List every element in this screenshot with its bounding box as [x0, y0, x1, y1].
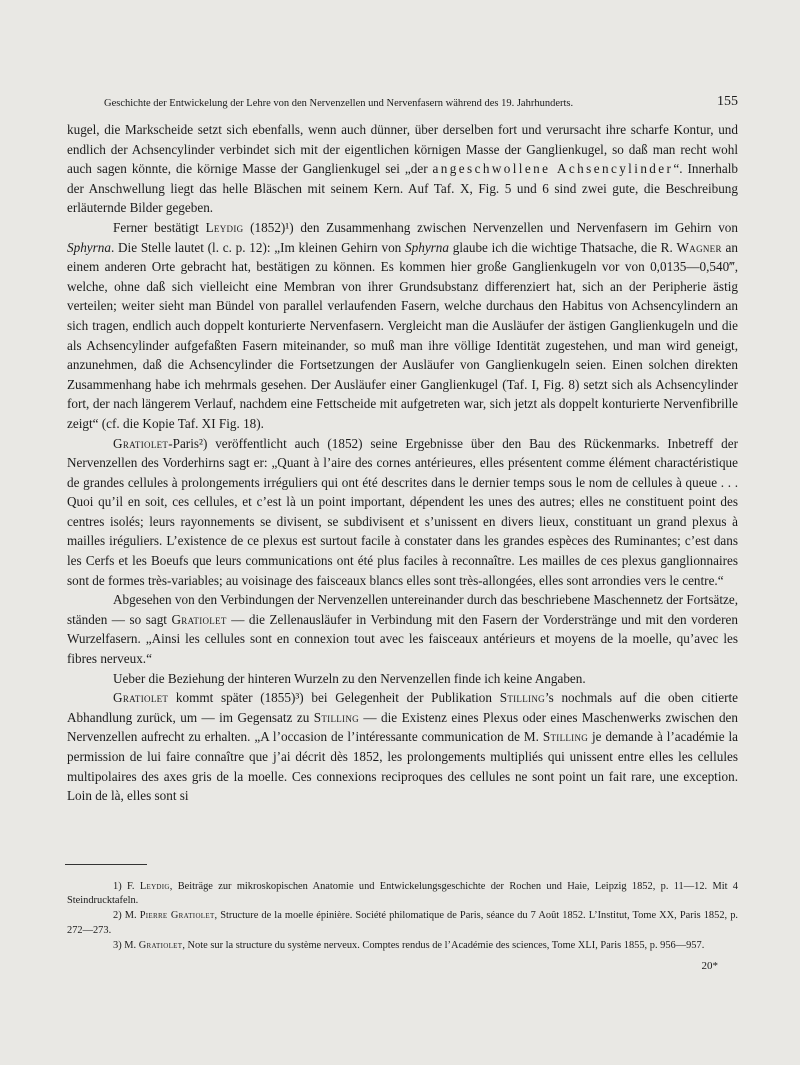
footnote-rule	[65, 864, 147, 865]
author-name: Wagner	[676, 239, 722, 255]
text-run: , Beiträge zur mikroskopischen Anatomie und Entwickelungsgeschichte der Rochen und Haie, Leipzig 1852, p. 11—12. Mit 4 Steindrucktafeln.	[67, 881, 738, 907]
spaced-emphasis: angeschwollene Achsencylinder	[432, 161, 674, 177]
author-name: Gratiolet	[113, 435, 169, 451]
author-name: Gratiolet	[171, 611, 227, 627]
author-name: Stilling	[499, 690, 545, 706]
paragraph-3	[67, 434, 738, 591]
running-title: Geschichte der Entwickelung der Lehre von den Nervenzellen und Nervenfasern während des 19. Jahrhunderts.	[104, 98, 574, 109]
text-run: “. Innerhalb der Anschwellung liegt das helle Bläschen mit seinem Kern. Auf Taf. X, Fig. 5 und 6 sind zwei gute, die Beschreibung erläuternde Bilder gegeben.	[67, 161, 738, 216]
text-run: ’s nochmals auf die oben citierte Abhandlung zurück, um — im Gegensatz zu	[67, 690, 738, 725]
author-name: Stilling	[542, 729, 589, 745]
text-run: . Die Stelle lautet (l. c. p. 12): „Im kleinen Gehirn von	[110, 239, 406, 255]
author-name: Leydig	[205, 219, 244, 235]
author-name: Leydig	[139, 881, 170, 892]
main-text	[67, 120, 738, 806]
text-run: — die Existenz eines Plexus oder eines Maschenwerks zwischen den Nervenzellen aufrecht zu erhalten. „A l’occasion de l’intéressante communication de M.	[67, 709, 738, 745]
footnote-1	[67, 880, 738, 908]
author-name: Gratiolet	[138, 939, 183, 951]
genus-name: Sphyrna	[405, 239, 449, 255]
page-number: 155	[717, 94, 738, 109]
paragraph-6	[67, 688, 738, 806]
text-run: Abgesehen von den Verbindungen der Nervenzellen untereinander durch das beschriebene Maschennetz der Fortsätze, ständen — so sagt	[67, 592, 738, 627]
author-name: Pierre Gratiolet	[139, 910, 215, 922]
text-run: — die Zellenausläufer in Verbindung mit den Fasern der Vorderstränge und mit den vorderen Wurzelfasern. „Ainsi les cellules sont en connexion tout avec les faisceaux antérieurs et moyens de la moelle, qu’avec les fibres nerveux.“	[67, 611, 738, 667]
text-run: 2) M.	[113, 910, 140, 922]
text-run: Ferner bestätigt	[113, 219, 206, 235]
footnote-3	[67, 939, 738, 953]
paragraph-1	[67, 120, 738, 218]
text-run: kugel, die Markscheide setzt sich ebenfalls, wenn auch dünner, über derselben fort und verursacht ihre scharfe Kontur, und endlich der Achsencylinder verbindet sich mit der eigentlichen körnigen Masse der Ganglienkugel, so daß man recht wohl auch sagen könnte, die körnige Masse der Ganglienkugel sei „der	[67, 122, 738, 177]
paragraph-5: Ueber die Beziehung der hinteren Wurzeln zu den Nervenzellen finde ich keine Angaben.	[113, 670, 586, 686]
text-run: , Structure de la moelle épinière. Société philomatique de Paris, séance du 7 Août 1852. L’Institut, Tome XX, Paris 1852, p. 272—273.	[67, 910, 738, 936]
paragraph-4	[67, 590, 738, 668]
footnotes	[67, 880, 738, 954]
text-run: an einem anderen Orte gebracht hat, bestätigen zu können. Es kommen hier große Ganglienkugeln vor von 0,0135—0,540‴, welche, ohne daß sich vielleicht eine Membran von ihrer Grundsubstanz differenziert hat, sich an der Peripherie ästig verteilen; weiter sieht man Bündel von parallel verlaufenden Fasern, welche durchaus den Habitus von Achsencylindern an sich tragen, endlich auch doppelt konturierte Nervenfasern. Vergleicht man die Ausläufer der ästigen Ganglienkugeln und die als Achsencylinder aufgefaßten Fasern miteinander, so muß man ihre völlige Identität zugestehen, und man wird geneigt, anzunehmen, daß die Achsencylinder die Fortsetzungen der Ausläufer von Ganglienkugeln seien. Einen solchen direkten Zusammenhang habe ich mehrmals gesehen. Der Ausläufer einer Ganglienkugel (Taf. I, Fig. 8) setzt sich als Achsencylinder fort, der nach längerem Verlauf, nachdem eine Fettscheide mit aufgetreten war, sich jetzt als doppelt konturierte Nervenfibrille zeigt“ (cf. die Kopie Taf. XI Fig. 18).	[67, 239, 738, 431]
text-run: kommt später (1855)³) bei Gelegenheit der Publikation	[168, 690, 500, 706]
text-run: 3) M.	[113, 939, 139, 951]
text-run: -Paris²) veröffentlicht auch (1852) seine Ergebnisse über den Bau des Rückenmarks. Inbetreff der Nervenzellen des Vorderhirns sagt er: „Quant à l’aire des cornes antérieures, elles présentent comme élément charactéristique de grandes cellules à prolongements irréguliers qui ont été descrites dans le dernier temps sous le nom de cellules à queue . . . Quoi qu’il en soit, ces cellules, et c’est là un point important, dépendent les unes des autres; elles ne constituent point des centres isolés; leurs rayonnements se divisent, se subdivisent et s’unissent en divers lieux, constituant un grand plexus à mailles iréguliers. L’existence de ce plexus est surtout facile à constater dans les grandes espèces des Ruminantes; c’est dans les Cerfs et les Boeufs que leurs communications ont été plus faciles à reconnaître. Les mailles de ces plexus ganglionnaires sont de formes très-variables; au voisinage des faisceaux blancs elles sont très-allongées, elles sont arrondies vers le centre.“	[67, 435, 738, 588]
printer-signature: 20*	[701, 960, 718, 972]
author-name: Stilling	[313, 709, 359, 725]
text-run: , Note sur la structure du système nerveux. Comptes rendus de l’Académie des sciences, Tome XLI, Paris 1855, p. 956—957.	[182, 939, 705, 951]
author-name: Gratiolet	[113, 690, 169, 706]
page-header	[90, 92, 738, 116]
text-run: glaube ich die wichtige Thatsache, die R.	[449, 239, 677, 255]
text-run: je demande à l’académie la permission de lui faire connaître que j’ai décrit dès 1852, les prolongements multipliés qui unissent entre elles les cellules multipolaires des axes gris de la moelle. Ces connexions reciproques des cellules ne sont point un fait rare, une exception. Loin de là, elles sont si	[67, 729, 738, 804]
genus-name: Sphyrna	[67, 239, 111, 255]
text-run: (1852)¹) den Zusammenhang zwischen Nervenzellen und Nervenfasern im Gehirn von	[243, 219, 738, 235]
text-run: 1) F.	[113, 881, 140, 892]
paragraph-2	[67, 218, 738, 434]
footnote-2	[67, 909, 738, 937]
